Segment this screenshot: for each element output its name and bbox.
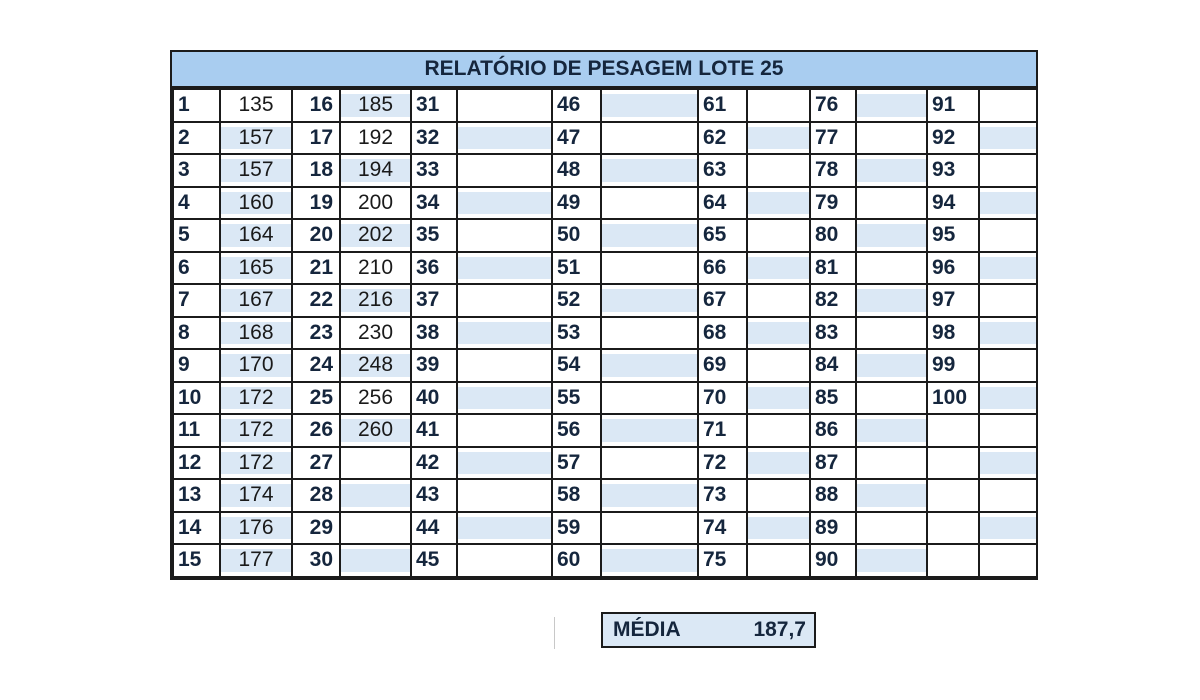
table-row bbox=[173, 284, 1037, 317]
item-number: 21 bbox=[292, 252, 340, 285]
item-number: 71 bbox=[698, 414, 747, 447]
table-row bbox=[173, 317, 1037, 350]
weight-value bbox=[457, 382, 552, 415]
item-number: 5 bbox=[173, 219, 220, 252]
item-number: 33 bbox=[411, 154, 457, 187]
item-number: 10 bbox=[173, 382, 220, 415]
table-row bbox=[173, 154, 1037, 187]
item-number: 61 bbox=[698, 89, 747, 122]
weight-value bbox=[856, 284, 927, 317]
item-number: 20 bbox=[292, 219, 340, 252]
weight-value bbox=[340, 447, 411, 480]
weight-value: 164 bbox=[220, 219, 292, 252]
table-row bbox=[173, 414, 1037, 447]
weight-value bbox=[601, 187, 698, 220]
item-number: 40 bbox=[411, 382, 457, 415]
weight-value bbox=[747, 382, 810, 415]
item-number: 78 bbox=[810, 154, 856, 187]
item-number: 88 bbox=[810, 479, 856, 512]
item-number: 56 bbox=[552, 414, 601, 447]
item-number: 47 bbox=[552, 122, 601, 155]
item-number: 98 bbox=[927, 317, 979, 350]
weight-value bbox=[856, 479, 927, 512]
weight-value: 192 bbox=[340, 122, 411, 155]
item-number: 15 bbox=[173, 544, 220, 577]
weight-value bbox=[979, 284, 1037, 317]
item-number: 41 bbox=[411, 414, 457, 447]
weight-value bbox=[747, 284, 810, 317]
weight-value: 172 bbox=[220, 414, 292, 447]
weight-value bbox=[601, 512, 698, 545]
weight-value bbox=[856, 219, 927, 252]
weight-value: 260 bbox=[340, 414, 411, 447]
weight-value bbox=[856, 122, 927, 155]
item-number: 99 bbox=[927, 349, 979, 382]
item-number: 35 bbox=[411, 219, 457, 252]
item-number bbox=[927, 512, 979, 545]
item-number: 52 bbox=[552, 284, 601, 317]
weight-value bbox=[747, 219, 810, 252]
item-number: 92 bbox=[927, 122, 979, 155]
weight-value: 170 bbox=[220, 349, 292, 382]
weight-value: 256 bbox=[340, 382, 411, 415]
item-number: 43 bbox=[411, 479, 457, 512]
weight-value bbox=[747, 89, 810, 122]
item-number: 9 bbox=[173, 349, 220, 382]
weight-value: 174 bbox=[220, 479, 292, 512]
weight-value bbox=[340, 544, 411, 577]
table-row bbox=[173, 122, 1037, 155]
weight-value bbox=[979, 154, 1037, 187]
item-number: 77 bbox=[810, 122, 856, 155]
item-number: 28 bbox=[292, 479, 340, 512]
weight-value bbox=[747, 252, 810, 285]
item-number: 27 bbox=[292, 447, 340, 480]
weight-value bbox=[747, 544, 810, 577]
item-number: 67 bbox=[698, 284, 747, 317]
weight-value: 172 bbox=[220, 382, 292, 415]
item-number: 79 bbox=[810, 187, 856, 220]
weight-value bbox=[457, 219, 552, 252]
weight-value bbox=[457, 414, 552, 447]
weight-value bbox=[747, 317, 810, 350]
table-row bbox=[173, 479, 1037, 512]
weight-value bbox=[856, 512, 927, 545]
item-number: 80 bbox=[810, 219, 856, 252]
item-number bbox=[927, 414, 979, 447]
weight-value bbox=[979, 447, 1037, 480]
weight-value bbox=[979, 512, 1037, 545]
weight-value: 167 bbox=[220, 284, 292, 317]
weight-value bbox=[979, 252, 1037, 285]
weight-value: 248 bbox=[340, 349, 411, 382]
item-number: 6 bbox=[173, 252, 220, 285]
item-number: 69 bbox=[698, 349, 747, 382]
weight-value bbox=[457, 122, 552, 155]
item-number: 54 bbox=[552, 349, 601, 382]
item-number: 7 bbox=[173, 284, 220, 317]
weight-value: 135 bbox=[220, 89, 292, 122]
table-row bbox=[173, 382, 1037, 415]
weight-value: 216 bbox=[340, 284, 411, 317]
weight-value bbox=[856, 414, 927, 447]
item-number: 2 bbox=[173, 122, 220, 155]
table-row bbox=[173, 512, 1037, 545]
item-number: 96 bbox=[927, 252, 979, 285]
weight-value bbox=[457, 512, 552, 545]
item-number: 30 bbox=[292, 544, 340, 577]
weight-value bbox=[457, 284, 552, 317]
item-number: 18 bbox=[292, 154, 340, 187]
item-number: 34 bbox=[411, 187, 457, 220]
item-number: 84 bbox=[810, 349, 856, 382]
item-number: 74 bbox=[698, 512, 747, 545]
table-row bbox=[173, 544, 1037, 577]
weight-value bbox=[340, 479, 411, 512]
item-number: 65 bbox=[698, 219, 747, 252]
weight-value: 230 bbox=[340, 317, 411, 350]
report-title: RELATÓRIO DE PESAGEM LOTE 25 bbox=[172, 52, 1036, 88]
item-number: 68 bbox=[698, 317, 747, 350]
table-row bbox=[173, 349, 1037, 382]
item-number: 91 bbox=[927, 89, 979, 122]
item-number: 87 bbox=[810, 447, 856, 480]
weighing-report-sheet bbox=[170, 50, 1038, 580]
item-number: 31 bbox=[411, 89, 457, 122]
item-number: 32 bbox=[411, 122, 457, 155]
item-number: 75 bbox=[698, 544, 747, 577]
item-number: 39 bbox=[411, 349, 457, 382]
item-number: 51 bbox=[552, 252, 601, 285]
weight-value bbox=[601, 122, 698, 155]
weight-value bbox=[457, 447, 552, 480]
item-number: 25 bbox=[292, 382, 340, 415]
weight-value bbox=[601, 544, 698, 577]
weight-value bbox=[979, 187, 1037, 220]
weight-value bbox=[457, 317, 552, 350]
item-number bbox=[927, 479, 979, 512]
item-number: 94 bbox=[927, 187, 979, 220]
weight-value bbox=[856, 252, 927, 285]
item-number: 70 bbox=[698, 382, 747, 415]
weight-value bbox=[457, 187, 552, 220]
weight-value bbox=[457, 154, 552, 187]
weight-value bbox=[747, 122, 810, 155]
weight-value bbox=[856, 187, 927, 220]
table-row bbox=[173, 89, 1037, 122]
item-number: 64 bbox=[698, 187, 747, 220]
weight-value: 165 bbox=[220, 252, 292, 285]
weight-value bbox=[979, 89, 1037, 122]
weight-value bbox=[979, 544, 1037, 577]
weight-value bbox=[601, 154, 698, 187]
weight-value bbox=[601, 414, 698, 447]
item-number: 36 bbox=[411, 252, 457, 285]
item-number: 19 bbox=[292, 187, 340, 220]
item-number: 50 bbox=[552, 219, 601, 252]
weight-value bbox=[601, 252, 698, 285]
item-number: 58 bbox=[552, 479, 601, 512]
item-number: 12 bbox=[173, 447, 220, 480]
item-number: 49 bbox=[552, 187, 601, 220]
item-number: 44 bbox=[411, 512, 457, 545]
weight-value bbox=[979, 382, 1037, 415]
average-value: 187,7 bbox=[753, 618, 806, 641]
weight-value: 157 bbox=[220, 122, 292, 155]
weight-value bbox=[601, 349, 698, 382]
item-number: 89 bbox=[810, 512, 856, 545]
item-number: 45 bbox=[411, 544, 457, 577]
item-number: 66 bbox=[698, 252, 747, 285]
weight-value bbox=[457, 349, 552, 382]
item-number: 76 bbox=[810, 89, 856, 122]
weight-value: 194 bbox=[340, 154, 411, 187]
table-row bbox=[173, 219, 1037, 252]
weight-value: 202 bbox=[340, 219, 411, 252]
item-number: 59 bbox=[552, 512, 601, 545]
weight-value bbox=[601, 479, 698, 512]
weight-value bbox=[457, 479, 552, 512]
item-number: 62 bbox=[698, 122, 747, 155]
weight-value bbox=[747, 447, 810, 480]
item-number: 86 bbox=[810, 414, 856, 447]
item-number: 11 bbox=[173, 414, 220, 447]
weight-value bbox=[856, 447, 927, 480]
item-number: 81 bbox=[810, 252, 856, 285]
weight-value bbox=[979, 317, 1037, 350]
weight-value bbox=[856, 317, 927, 350]
item-number: 4 bbox=[173, 187, 220, 220]
item-number: 14 bbox=[173, 512, 220, 545]
table-row bbox=[173, 447, 1037, 480]
item-number: 16 bbox=[292, 89, 340, 122]
item-number: 42 bbox=[411, 447, 457, 480]
item-number: 23 bbox=[292, 317, 340, 350]
weight-value bbox=[457, 544, 552, 577]
weight-value bbox=[979, 479, 1037, 512]
weight-value bbox=[856, 382, 927, 415]
weight-value bbox=[457, 252, 552, 285]
column-divider bbox=[554, 617, 555, 649]
weight-value bbox=[979, 122, 1037, 155]
weight-value: 157 bbox=[220, 154, 292, 187]
item-number: 53 bbox=[552, 317, 601, 350]
weight-value bbox=[601, 382, 698, 415]
item-number: 22 bbox=[292, 284, 340, 317]
weight-value bbox=[747, 187, 810, 220]
item-number bbox=[927, 544, 979, 577]
weight-value bbox=[747, 479, 810, 512]
weight-value: 168 bbox=[220, 317, 292, 350]
item-number: 82 bbox=[810, 284, 856, 317]
weight-value: 176 bbox=[220, 512, 292, 545]
weight-value bbox=[747, 154, 810, 187]
weight-value bbox=[979, 414, 1037, 447]
weight-value bbox=[457, 89, 552, 122]
item-number: 83 bbox=[810, 317, 856, 350]
weight-value bbox=[856, 544, 927, 577]
weight-value bbox=[601, 284, 698, 317]
weights-table bbox=[172, 88, 1038, 578]
item-number: 73 bbox=[698, 479, 747, 512]
weight-value: 160 bbox=[220, 187, 292, 220]
item-number: 17 bbox=[292, 122, 340, 155]
weight-value: 200 bbox=[340, 187, 411, 220]
item-number: 26 bbox=[292, 414, 340, 447]
item-number: 8 bbox=[173, 317, 220, 350]
average-box bbox=[601, 612, 816, 648]
item-number: 100 bbox=[927, 382, 979, 415]
item-number: 29 bbox=[292, 512, 340, 545]
weight-value bbox=[747, 349, 810, 382]
weight-value bbox=[747, 512, 810, 545]
weight-value bbox=[601, 89, 698, 122]
item-number: 93 bbox=[927, 154, 979, 187]
weight-value: 185 bbox=[340, 89, 411, 122]
weight-value: 177 bbox=[220, 544, 292, 577]
item-number: 85 bbox=[810, 382, 856, 415]
weight-value bbox=[601, 447, 698, 480]
table-row bbox=[173, 187, 1037, 220]
weight-value bbox=[856, 349, 927, 382]
weight-value bbox=[856, 154, 927, 187]
item-number: 97 bbox=[927, 284, 979, 317]
item-number bbox=[927, 447, 979, 480]
weight-value: 210 bbox=[340, 252, 411, 285]
weight-value bbox=[601, 317, 698, 350]
weight-value: 172 bbox=[220, 447, 292, 480]
weight-value bbox=[979, 349, 1037, 382]
item-number: 24 bbox=[292, 349, 340, 382]
item-number: 57 bbox=[552, 447, 601, 480]
item-number: 46 bbox=[552, 89, 601, 122]
weight-value bbox=[747, 414, 810, 447]
item-number: 55 bbox=[552, 382, 601, 415]
item-number: 63 bbox=[698, 154, 747, 187]
weight-value bbox=[979, 219, 1037, 252]
item-number: 48 bbox=[552, 154, 601, 187]
item-number: 3 bbox=[173, 154, 220, 187]
item-number: 90 bbox=[810, 544, 856, 577]
weight-value bbox=[856, 89, 927, 122]
item-number: 37 bbox=[411, 284, 457, 317]
item-number: 60 bbox=[552, 544, 601, 577]
table-row bbox=[173, 252, 1037, 285]
item-number: 13 bbox=[173, 479, 220, 512]
average-label: MÉDIA bbox=[613, 618, 681, 641]
item-number: 95 bbox=[927, 219, 979, 252]
item-number: 72 bbox=[698, 447, 747, 480]
item-number: 1 bbox=[173, 89, 220, 122]
item-number: 38 bbox=[411, 317, 457, 350]
weight-value bbox=[340, 512, 411, 545]
weight-value bbox=[601, 219, 698, 252]
